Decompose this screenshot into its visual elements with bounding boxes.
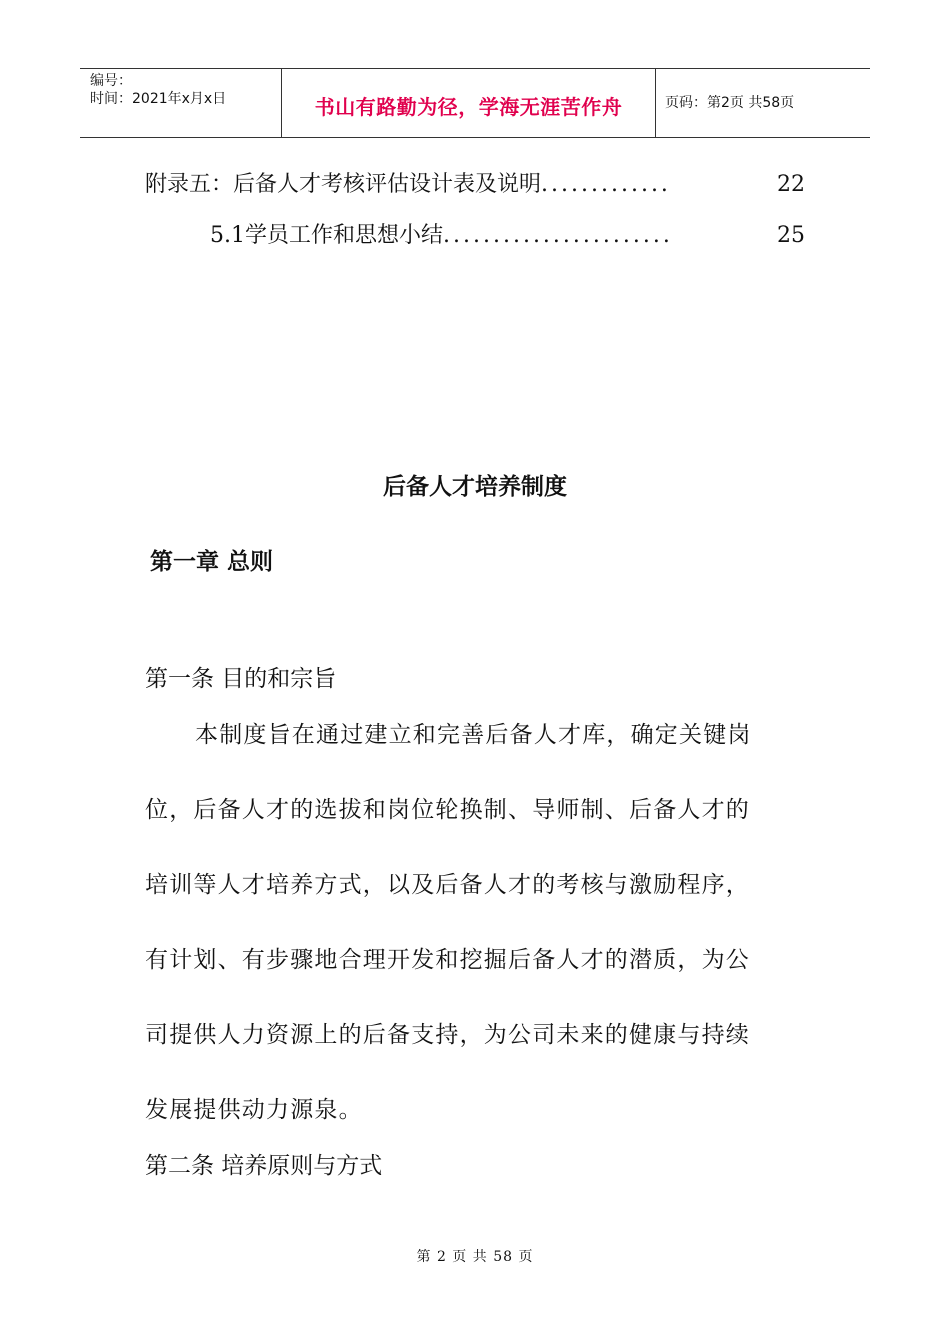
- header-motto-cell: [281, 69, 656, 137]
- code-label: 编号：: [90, 73, 132, 89]
- paragraph-line: 有计划、有步骤地合理开发和挖掘后备人才的潜质，为公: [145, 947, 750, 973]
- document-title: 后备人才培养制度: [383, 474, 567, 500]
- toc-entry-appendix5[interactable]: [145, 170, 671, 200]
- chapter-heading: 第一章 总则: [150, 549, 274, 575]
- article-1-heading: 第一条 目的和宗旨: [145, 666, 337, 692]
- toc-leader-dots: .............: [541, 172, 671, 197]
- header-right-cell: [655, 69, 870, 137]
- paragraph-line: 发展提供动力源泉。: [145, 1097, 363, 1123]
- toc-leader-dots: .......................: [443, 223, 673, 248]
- toc-entry-text: 5.1学员工作和思想小结: [210, 223, 443, 248]
- paragraph-line: 本制度旨在通过建立和完善后备人才库，确定关键岗: [195, 722, 752, 748]
- page-header: [80, 68, 870, 138]
- motto-text: 书山有路勤为径，学海无涯苦作舟: [314, 95, 623, 119]
- toc-page-number: 25: [777, 223, 805, 248]
- toc-entry-5-1[interactable]: [210, 221, 673, 251]
- paragraph-line: 位，后备人才的选拔和岗位轮换制、导师制、后备人才的: [145, 797, 750, 823]
- paragraph-line: 培训等人才培养方式，以及后备人才的考核与激励程序，: [145, 872, 750, 898]
- page-footer: 第 2 页 共 58 页: [416, 1249, 534, 1265]
- header-left-cell: [80, 69, 280, 137]
- paragraph-line: 司提供人力资源上的后备支持，为公司未来的健康与持续: [145, 1022, 750, 1048]
- time-label: 时间：2021年x月x日: [90, 91, 227, 107]
- toc-page-number: 22: [777, 172, 805, 197]
- page-info: 页码：第2页 共58页: [665, 95, 795, 111]
- article-2-heading: 第二条 培养原则与方式: [145, 1153, 383, 1179]
- toc-entry-text: 附录五：后备人才考核评估设计表及说明: [145, 172, 542, 197]
